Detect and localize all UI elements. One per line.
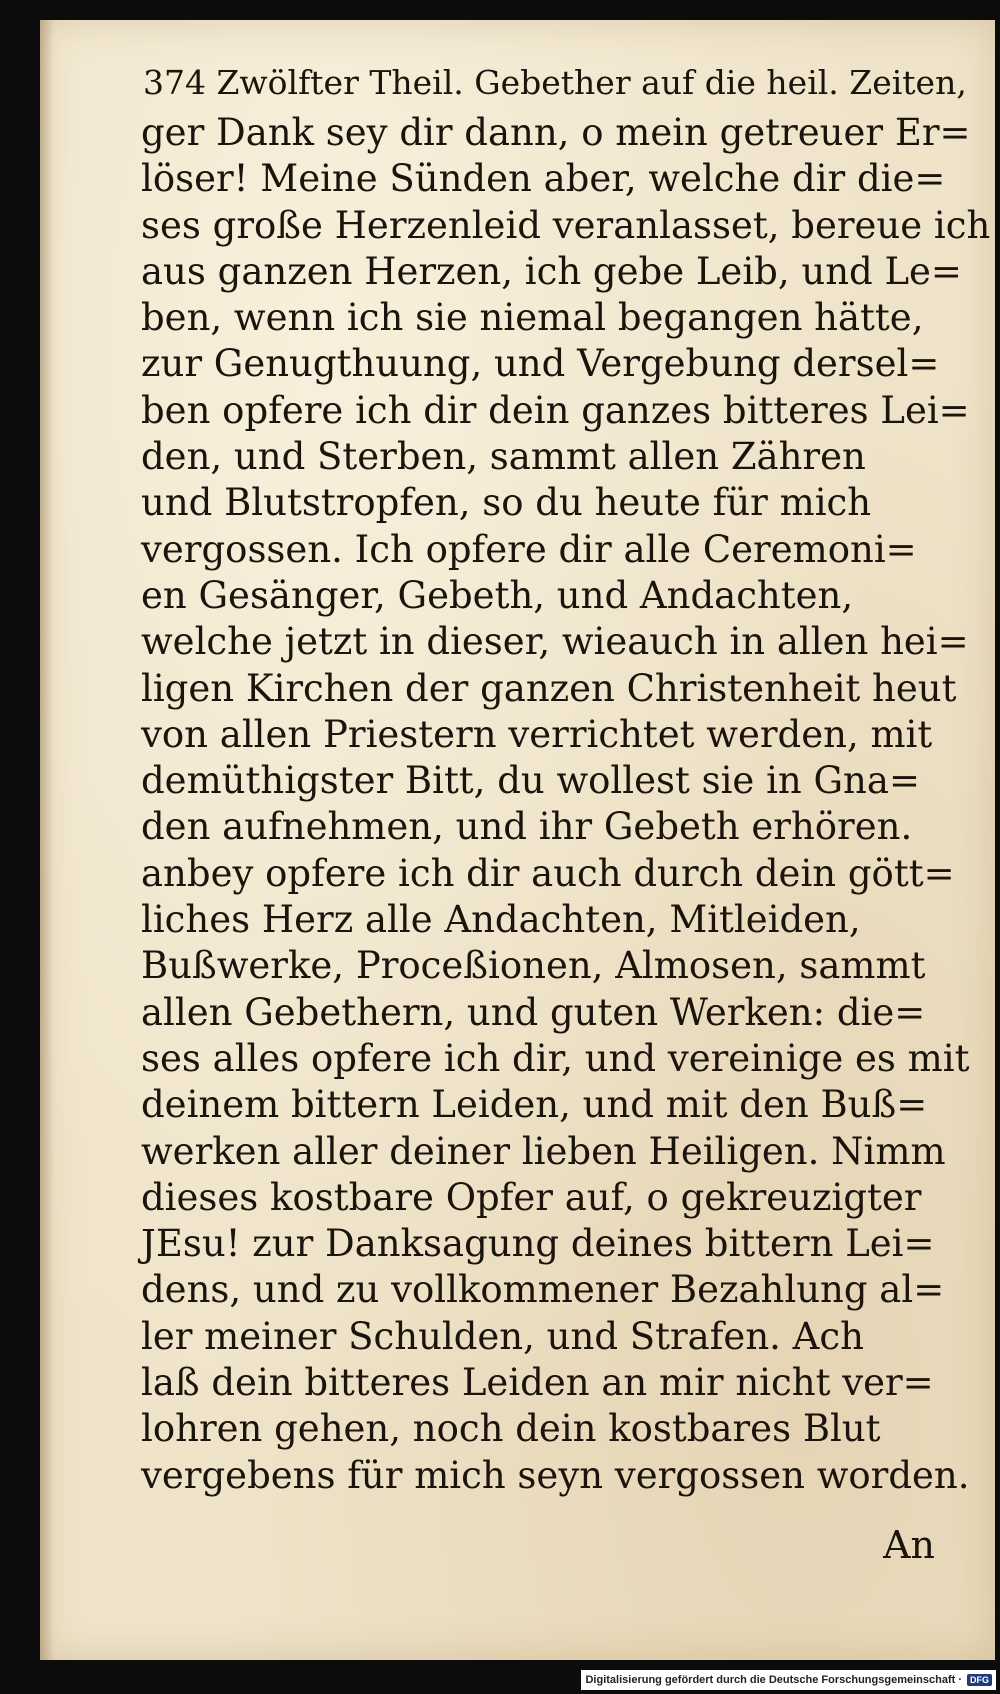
digitization-credit [581, 1670, 996, 1690]
text-line: den, und Sterben, sammt allen Zähren [141, 435, 866, 479]
text-line: ses große Herzenleid veranlasset, bereue ich [141, 203, 991, 247]
dfg-logo-icon: DFG [967, 1674, 992, 1686]
text-line: welche jetzt in dieser, wieauch in allen hei= [141, 620, 969, 664]
body-text [141, 110, 991, 1499]
text-line: zur Genugthuung, und Vergebung dersel= [141, 342, 940, 386]
text-line: und Blutstropfen, so du heute für mich [141, 481, 872, 525]
text-line: von allen Priestern verrichtet werden, mit [141, 712, 933, 756]
text-line: den aufnehmen, und ihr Gebeth erhören. [141, 805, 913, 849]
text-line: vergebens für mich seyn vergossen worden. [141, 1453, 970, 1497]
text-line: ben opfere ich dir dein ganzes bitteres Lei= [141, 388, 970, 432]
text-line: dieses kostbare Opfer auf, o gekreuzigter [141, 1175, 922, 1219]
text-line: deinem bittern Leiden, und mit den Buß= [141, 1083, 928, 1127]
catchword: An [883, 1523, 935, 1567]
text-line: ligen Kirchen der ganzen Christenheit heut [141, 666, 957, 710]
text-line: ben, wenn ich sie niemal begangen hätte, [141, 296, 924, 340]
text-line: dens, und zu vollkommener Bezahlung al= [141, 1268, 945, 1312]
running-head: 374 Zwölfter Theil. Gebether auf die heil. Zeiten, [143, 63, 967, 102]
text-line: löser! Meine Sünden aber, welche dir die= [141, 157, 946, 201]
text-line: demüthigster Bitt, du wollest sie in Gna= [141, 759, 920, 803]
text-line: ses alles opfere ich dir, und vereinige es mit [141, 1036, 970, 1080]
text-line: vergossen. Ich opfere dir alle Ceremoni= [141, 527, 917, 571]
text-line: en Gesänger, Gebeth, und Andachten, [141, 573, 854, 617]
text-line: ler meiner Schulden, und Strafen. Ach [141, 1314, 864, 1358]
text-line: aus ganzen Herzen, ich gebe Leib, und Le= [141, 249, 962, 293]
text-line: lohren gehen, noch dein kostbares Blut [141, 1407, 881, 1451]
text-line: werken aller deiner lieben Heiligen. Nimm [141, 1129, 946, 1173]
page-gutter-shadow [40, 20, 54, 1660]
text-line: Bußwerke, Proceßionen, Almosen, sammt [141, 944, 926, 988]
text-line: laß dein bitteres Leiden an mir nicht ver= [141, 1361, 934, 1405]
text-line: anbey opfere ich dir auch durch dein gött= [141, 851, 955, 895]
text-line: JEsu! zur Danksagung deines bittern Lei= [141, 1222, 935, 1266]
credit-text: Digitalisierung gefördert durch die Deutsche Forschungsgemeinschaft · [585, 1674, 962, 1686]
text-line: ger Dank sey dir dann, o mein getreuer Er= [141, 111, 971, 154]
text-line: liches Herz alle Andachten, Mitleiden, [141, 898, 861, 942]
text-line: allen Gebethern, und guten Werken: die= [141, 990, 926, 1034]
book-page [40, 20, 995, 1660]
